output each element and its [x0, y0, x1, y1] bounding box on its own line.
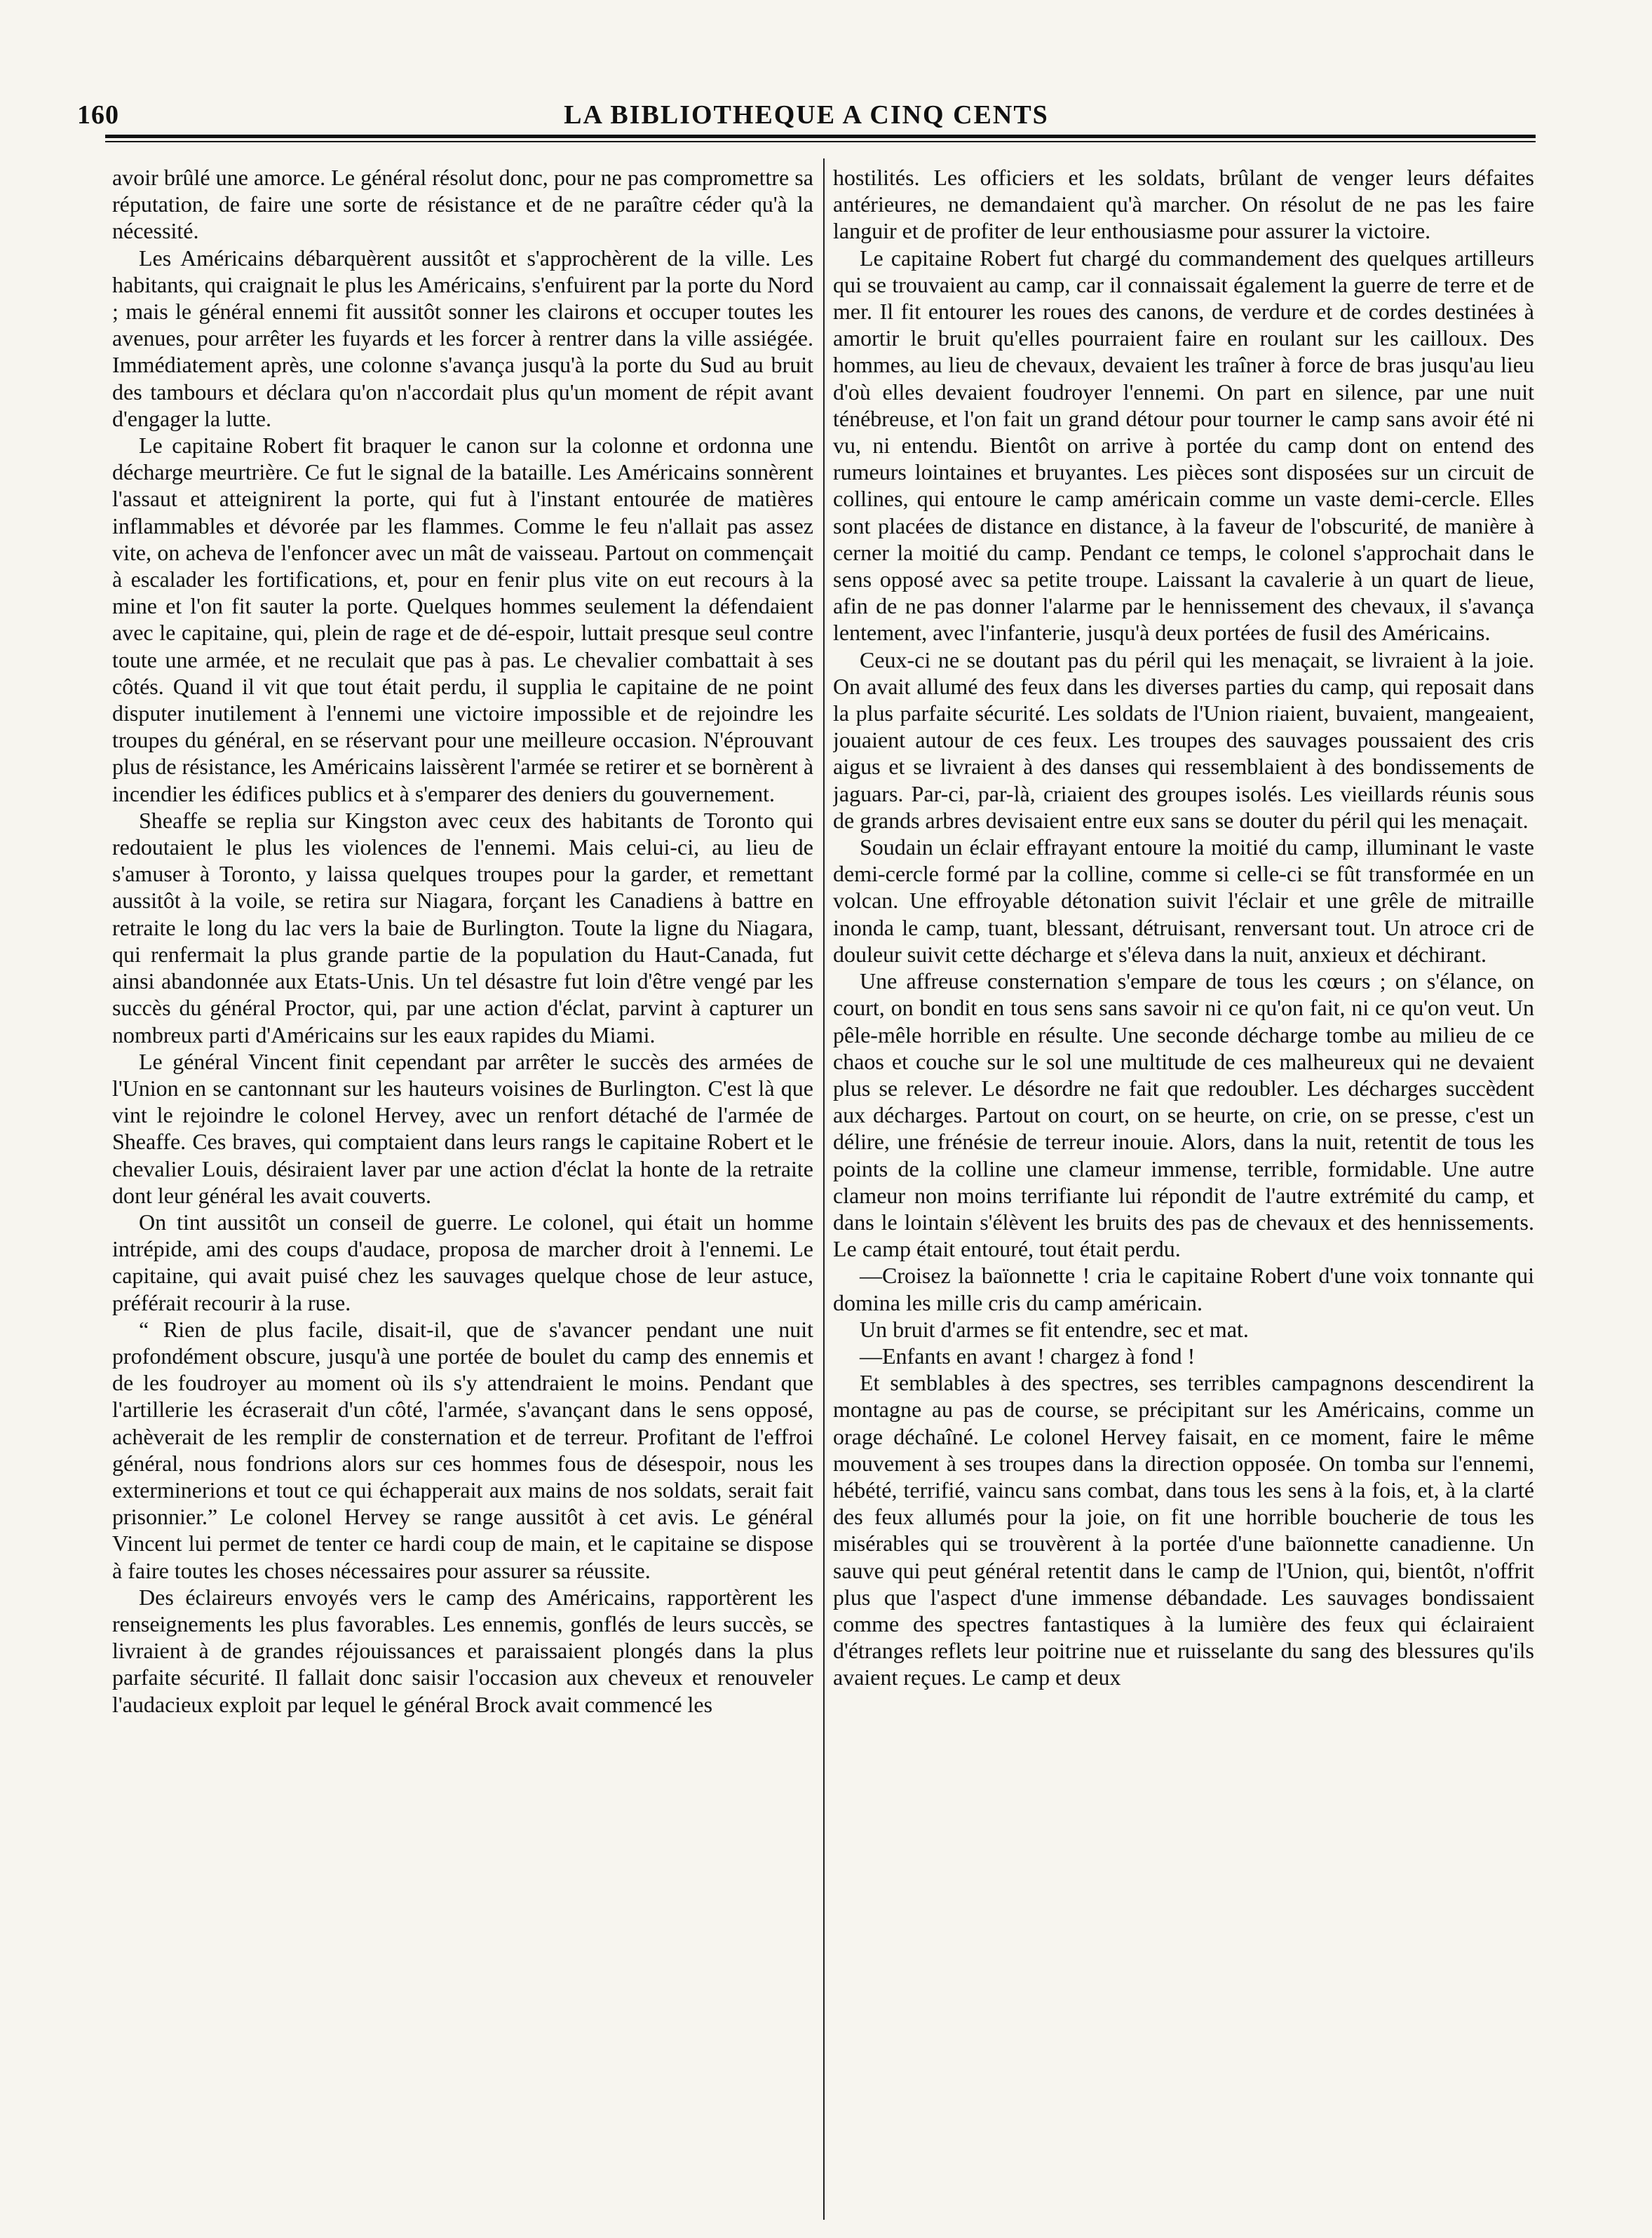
paragraph: On tint aussitôt un conseil de guerre. Le colonel, qui était un homme intrépide, ami des coups d'audace, proposa de marcher droit à l'ennemi. Le capitaine, qui avait puisé chez les sauvages quelque chose de leur astuce, préférait recourir à la ruse. — [112, 1209, 813, 1315]
paragraph: Des éclaireurs envoyés vers le camp des Américains, rapportèrent les renseignements les plus favorables. Les ennemis, gonflés de leurs succès, se livraient à de grandes réjouissances et paraissaient plongés dans la plus parfaite sécurité. Il fallait donc saisir l'occasion aux cheveux et renouveler l'audacieux exploit par lequel le général Brock avait commencé les — [112, 1584, 813, 1717]
paragraph: hostilités. Les officiers et les soldats, brûlant de venger leurs défaites antérieures, ne demandaient qu'à marcher. On résolut de ne pas les faire languir et de profiter de leur enthousiasme pour assurer la victoire. — [833, 165, 1534, 244]
paragraph: Le général Vincent finit cependant par arrêter le succès des armées de l'Union en se cantonnant sur les hauteurs voisines de Burlington. C'est là que vint le rejoindre le colonel Hervey, avec un renfort détaché de l'armée de Sheaffe. Ces braves, qui comptaient dans leurs rangs le capitaine Robert et le chevalier Louis, désiraient laver par une action d'éclat la honte de la retraite dont leur général les avait couverts. — [112, 1048, 813, 1208]
left-column — [112, 164, 813, 2211]
paragraph: “ Rien de plus facile, disait-il, que de s'avancer pendant une nuit profondément obscure, jusqu'à une portée de boulet du camp des ennemis et de les foudroyer au moment où ils s'y attendraient le moins. Pendant que l'artillerie les écraserait d'un côté, l'armée, s'avançant dans le sens opposé, achèverait de les remplir de consternation et de terreur. Profitant de l'effroi général, nous fondrions alors sur ces hommes fous de désespoir, nous les exterminerions et tout ce qui échapperait aux mains de nos soldats, serait fait prisonnier.” Le colonel Hervey se range aussitôt à cet avis. Le général Vincent lui permet de tenter ce hardi coup de main, et le capitaine se dispose à faire toutes les choses nécessaires pour assurer sa réussite. — [112, 1316, 813, 1583]
paragraph: Et semblables à des spectres, ses terribles campagnons descendirent la montagne au pas de course, se précipitant sur les Américains, comme un orage déchaîné. Le colonel Hervey faisait, en ce moment, faire le même mouvement à ses troupes dans la direction opposée. On tomba sur l'ennemi, hébété, terrifié, vaincu sans combat, dans tous les sens à la fois, et, à la clarté des feux allumés pour la joie, on fit une horrible boucherie de tous les misérables qui se trouvèrent à la portée d'une baïonnette canadienne. Un sauve qui peut général retentit dans le camp de l'Union, qui, bientôt, n'offrit plus que l'aspect d'une immense débandade. Les sauvages bondissaient comme des spectres fantastiques à la lumière des feux qui éclairaient d'étranges reflets leur poitrine nue et ruisselante du sang des blessures qu'ils avaient reçues. Le camp et deux — [833, 1370, 1534, 1690]
paragraph: Le capitaine Robert fut chargé du commandement des quelques artilleurs qui se trouvaient au camp, car il connaissait également la guerre de terre et de mer. Il fit entourer les roues des canons, de verdure et de cordes destinées à amortir le bruit qu'elles pourraient faire en roulant sur les cailloux. Des hommes, au lieu de chevaux, devaient les traîner à force de bras jusqu'au lieu d'où elles devaient foudroyer l'ennemi. On part en silence, par une nuit ténébreuse, et l'on fait un grand détour pour tourner le camp sans avoir été ni vu, ni entendu. Bientôt on arrive à portée du camp dont on entend des rumeurs lointaines et bruyantes. Les pièces sont disposées sur un circuit de collines, qui entoure le camp américain comme un vaste demi-cercle. Elles sont placées de distance en distance, à la faveur de l'obscurité, de manière à cerner la moitié du camp. Pendant ce temps, le colonel s'approchait dans le sens opposé avec sa petite troupe. Laissant la cavalerie à un quart de lieue, afin de ne pas donner l'alarme par le hennissement des chevaux, il s'avança lentement, avec l'infanterie, jusqu'à deux portées de fusil des Américains. — [833, 245, 1534, 646]
paragraph: Le capitaine Robert fit braquer le canon sur la colonne et ordonna une décharge meurtrière. Ce fut le signal de la bataille. Les Américains sonnèrent l'assaut et atteignirent la porte, qui fut à l'instant entourée de matières inflammables et dévorée par les flammes. Comme le feu n'allait pas assez vite, on acheva de l'enfoncer avec un mât de vaisseau. Partout on commençait à escalader les fortifications, et, pour en fenir plus vite on eut recours à la mine et l'on fit sauter la porte. Quelques hommes seulement la défendaient avec le capitaine, qui, plein de rage et de dé-espoir, luttait presque seul contre toute une armée, et ne reculait que pas à pas. Le chevalier combattait à ses côtés. Quand il vit que tout était perdu, il supplia le capitaine de ne point disputer inutilement à l'ennemi une victoire impossible et de rejoindre les troupes du général, en se réservant pour une meilleure occasion. N'éprouvant plus de résistance, les Américains laissèrent l'armée se retirer et se bornèrent à incendier les édifices publics et à s'emparer des deniers du gouvernement. — [112, 433, 813, 806]
column-divider — [823, 158, 825, 2220]
right-column — [833, 164, 1534, 2211]
paragraph: Ceux-ci ne se doutant pas du péril qui les menaçait, se livraient à la joie. On avait allumé des feux dans les diverses parties du camp, qui reposait dans la plus parfaite sécurité. Les soldats de l'Union riaient, buvaient, mangeaient, jouaient autour de ces feux. Les troupes des sauvages poussaient des cris aigus et se livraient à des danses qui ressemblaient à des bondissements de jaguars. Par-ci, par-là, criaient des groupes isolés. Les vieillards réunis sous de grands arbres devisaient entre eux sans se douter du péril qui les menaçait. — [833, 646, 1534, 833]
paragraph: Une affreuse consternation s'empare de tous les cœurs ; on s'élance, on court, on bondit en tous sens sans savoir ni ce qu'on fait, ni ce qu'on veut. Un pêle-mêle horrible en résulte. Une seconde décharge tombe au milieu de ce chaos et couche sur le sol une multitude de ces malheureux qui ne devaient plus se relever. Le désordre ne fait que redoubler. Les décharges succèdent aux décharges. Partout on court, on se heurte, on crie, on se presse, c'est un délire, une frénésie de terreur inouie. Alors, dans la nuit, retentit de tous les points de la colline une clameur immense, terrible, formidable. Une autre clameur non moins terrifiante lui répondit de l'autre extrémité du camp, et dans le lointain s'élèvent les bruits des pas de chevaux et des hennissements. Le camp était entouré, tout était perdu. — [833, 968, 1534, 1262]
paragraph: Les Américains débarquèrent aussitôt et s'approchèrent de la ville. Les habitants, qui craignait le plus les Américains, s'enfuirent par la porte du Nord ; mais le général ennemi fit aussitôt sonner les clairons et occuper toutes les avenues, pour arrêter les fuyards et les forcer à rentrer dans la ville assiégée. Immédiatement après, une colonne s'avança jusqu'à la porte du Sud au bruit des tambours et déclara qu'on n'accordait plus qu'un moment de répit avant d'engager la lutte. — [112, 245, 813, 431]
paragraph: —Croisez la baïonnette ! cria le capitaine Robert d'une voix tonnante qui domina les mille cris du camp américain. — [833, 1263, 1534, 1315]
running-title: LA BIBLIOTHEQUE A CINQ CENTS — [564, 100, 1049, 130]
page-number: 160 — [77, 100, 119, 130]
header-rule — [105, 135, 1536, 138]
page-header — [77, 97, 1536, 136]
paragraph: Soudain un éclair effrayant entoure la moitié du camp, illuminant le vaste demi-cercle formé par la colline, comme si celle-ci se fût transformée en un volcan. Une effroyable détonation suivit l'éclair et une grêle de mitraille inonda le camp, tuant, blessant, détruisant, renversant tout. Un atroce cri de douleur suivit cette décharge et s'éleva dans la nuit, anxieux et déchirant. — [833, 834, 1534, 967]
paragraph: Sheaffe se replia sur Kingston avec ceux des habitants de Toronto qui redoutaient le plus les violences de l'ennemi. Mais celui-ci, au lieu de s'amuser à Toronto, y laissa quelques troupes pour la garder, et remettant aussitôt à la voile, se retira sur Niagara, forçant les Canadiens à battre en retraite le long du lac vers la baie de Burlington. Toute la ligne du Niagara, qui renfermait la plus grande partie de la population du Haut-Canada, fut ainsi abandonnée aux Etats-Unis. Un tel désastre fut loin d'être vengé par les succès du général Proctor, qui, par une action d'éclat, parvint à capturer un nombreux parti d'Américains sur les eaux rapides du Miami. — [112, 807, 813, 1047]
paragraph: avoir brûlé une amorce. Le général résolut donc, pour ne pas compromettre sa réputation, de faire une sorte de résistance et de ne paraître céder qu'à la nécessité. — [112, 165, 813, 244]
paragraph: Un bruit d'armes se fit entendre, sec et mat. — [860, 1316, 1249, 1342]
paragraph: —Enfants en avant ! chargez à fond ! — [860, 1343, 1196, 1369]
header-rule-thin — [105, 141, 1536, 142]
